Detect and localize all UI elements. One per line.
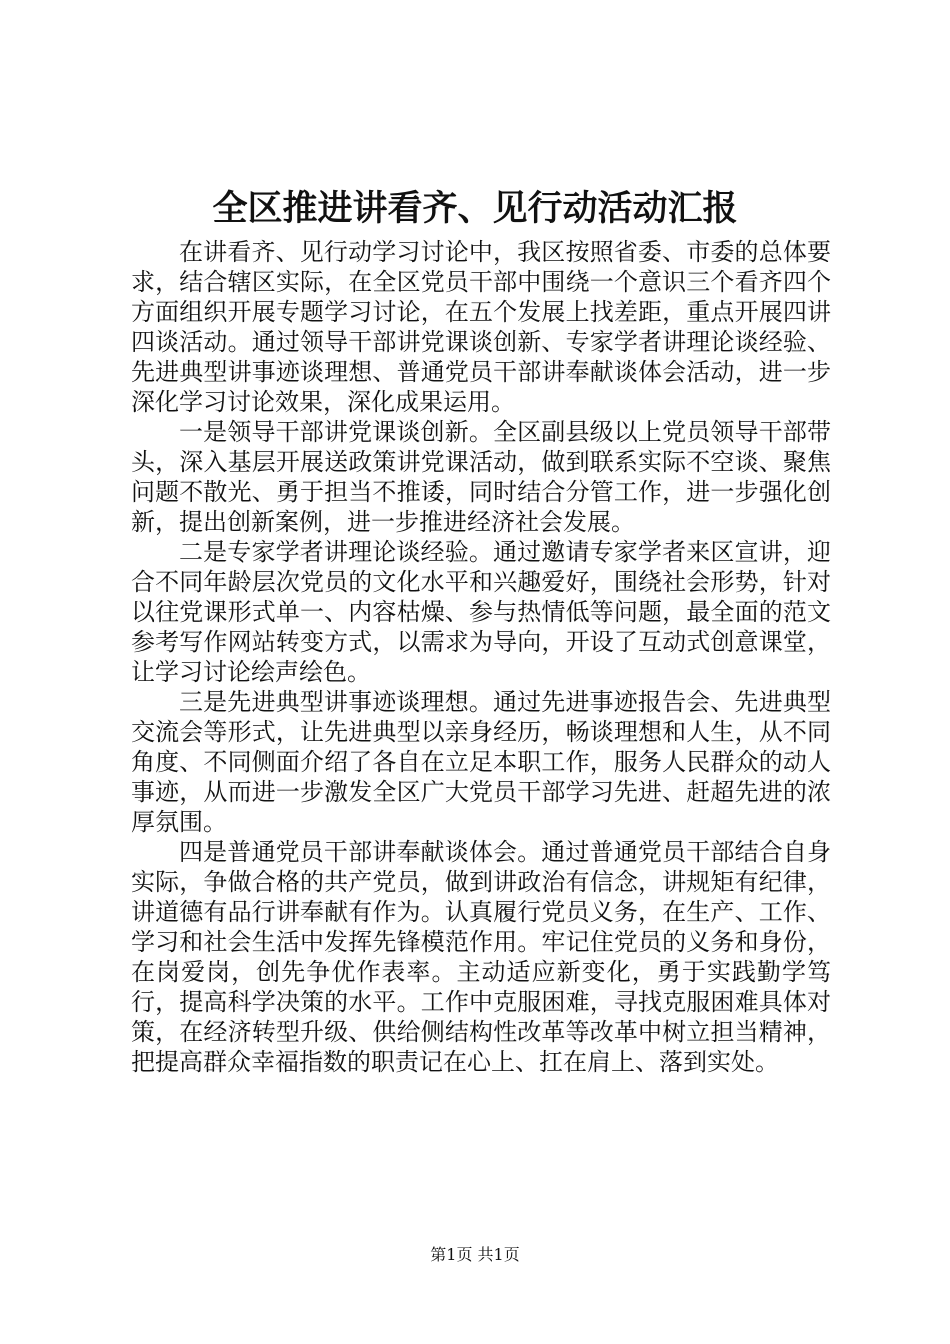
paragraph-point-one: 一是领导干部讲党课谈创新。全区副县级以上党员领导干部带头，深入基层开展送政策讲党课活动，做到联系实际不空谈、聚焦问题不散光、勇于担当不推诿，同时结合分管工作，进一步强化创新，提出创新案例，进一步推进经济社会发展。 — [131, 418, 831, 536]
page-number-footer: 第1页 共1页 — [430, 1245, 520, 1264]
paragraph-point-three: 三是先进典型讲事迹谈理想。通过先进事迹报告会、先进典型交流会等形式，让先进典型以亲身经历，畅谈理想和人生，从不同角度、不同侧面介绍了各自在立足本职工作，服务人民群众的动人事迹，从而进一步激发全区广大党员干部学习先进、赶超先进的浓厚氛围。 — [131, 688, 831, 836]
paragraph-intro: 在讲看齐、见行动学习讨论中，我区按照省委、市委的总体要求，结合辖区实际，在全区党员干部中围绕一个意识三个看齐四个方面组织开展专题学习讨论，在五个发展上找差距，重点开展四讲四谈活动。通过领导干部讲党课谈创新、专家学者讲理论谈经验、先进典型讲事迹谈理想、普通党员干部讲奉献谈体会活动，进一步深化学习讨论效果，深化成果运用。 — [131, 238, 831, 416]
document-body — [131, 237, 831, 1077]
paragraph-point-two: 二是专家学者讲理论谈经验。通过邀请专家学者来区宣讲，迎合不同年龄层次党员的文化水平和兴趣爱好，围绕社会形势，针对以往党课形式单一、内容枯燥、参与热情低等问题，最全面的范文参考写作网站转变方式，以需求为导向，开设了互动式创意课堂，让学习讨论绘声绘色。 — [131, 538, 831, 686]
paragraph-point-four: 四是普通党员干部讲奉献谈体会。通过普通党员干部结合自身实际，争做合格的共产党员，做到讲政治有信念，讲规矩有纪律，讲道德有品行讲奉献有作为。认真履行党员义务，在生产、工作、学习和社会生活中发挥先锋模范作用。牢记住党员的义务和身份，在岗爱岗，创先争优作表率。主动适应新变化，勇于实践勤学笃行，提高科学决策的水平。工作中克服困难，寻找克服困难具体对策，在经济转型升级、供给侧结构性改革等改革中树立担当精神，把提高群众幸福指数的职责记在心上、扛在肩上、落到实处。 — [131, 838, 831, 1076]
document-title: 全区推进讲看齐、见行动活动汇报 — [212, 188, 738, 229]
